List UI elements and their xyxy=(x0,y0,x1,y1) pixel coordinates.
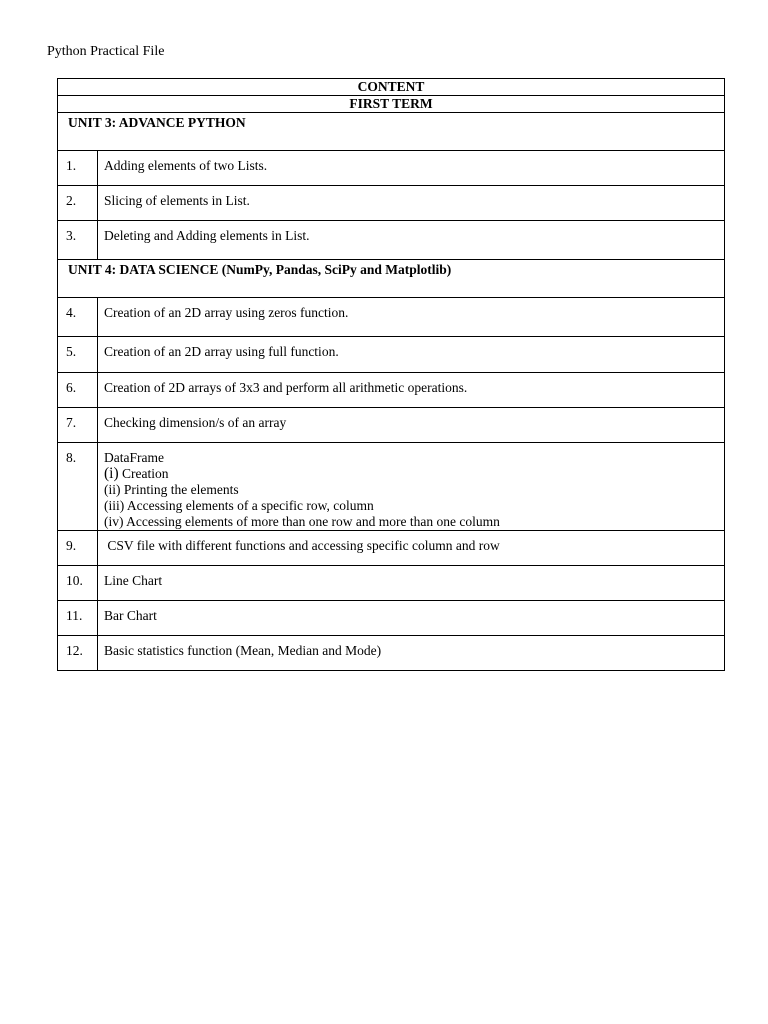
item-number: 3. xyxy=(58,221,98,260)
item-text: Basic statistics function (Mean, Median and Mode) xyxy=(98,636,725,671)
table-row xyxy=(58,408,725,443)
table-row xyxy=(58,337,725,373)
table-row xyxy=(58,636,725,671)
item-text: CSV file with different functions and accessing specific column and row xyxy=(98,531,725,566)
page-header-title: Python Practical File xyxy=(47,44,165,59)
item-text: Checking dimension/s of an array xyxy=(98,408,725,443)
table-row xyxy=(58,298,725,337)
unit4-heading: UNIT 4: DATA SCIENCE (NumPy, Pandas, SciPy and Matplotlib) xyxy=(58,260,725,298)
unit4-row xyxy=(58,260,725,298)
item-text: Deleting and Adding elements in List. xyxy=(98,221,725,260)
table-row xyxy=(58,566,725,601)
dataframe-subitem: (iii) Accessing elements of a specific row, column xyxy=(104,498,374,513)
item-number: 2. xyxy=(58,186,98,221)
item-number: 12. xyxy=(58,636,98,671)
content-table xyxy=(57,78,725,671)
table-row xyxy=(58,186,725,221)
item-number: 5. xyxy=(58,337,98,373)
item-text: Creation of an 2D array using full function. xyxy=(98,337,725,373)
table-title: CONTENT xyxy=(58,79,725,96)
item-text: Bar Chart xyxy=(98,601,725,636)
item-number: 10. xyxy=(58,566,98,601)
table-row xyxy=(58,221,725,260)
item-text: Creation of an 2D array using zeros function. xyxy=(98,298,725,337)
table-row xyxy=(58,601,725,636)
table-title-row xyxy=(58,79,725,96)
table-row xyxy=(58,531,725,566)
term-row xyxy=(58,96,725,113)
dataframe-subitem: (iv) Accessing elements of more than one row and more than one column xyxy=(104,514,500,529)
dataframe-subitem xyxy=(104,466,724,482)
unit3-row xyxy=(58,113,725,151)
subitem-text: Creation xyxy=(122,466,169,481)
item-number: 9. xyxy=(58,531,98,566)
item-number: 1. xyxy=(58,151,98,186)
subitem-marker: (i) xyxy=(104,465,119,482)
item-text: DataFrame xyxy=(104,450,164,465)
unit3-heading: UNIT 3: ADVANCE PYTHON xyxy=(58,113,725,151)
item-text: Adding elements of two Lists. xyxy=(98,151,725,186)
item-number: 7. xyxy=(58,408,98,443)
table-row xyxy=(58,151,725,186)
dataframe-subitem: (ii) Printing the elements xyxy=(104,482,239,497)
item-text: Creation of 2D arrays of 3x3 and perform all arithmetic operations. xyxy=(98,373,725,408)
item-text: Line Chart xyxy=(98,566,725,601)
table-row xyxy=(58,373,725,408)
item-number: 4. xyxy=(58,298,98,337)
table-row xyxy=(58,443,725,531)
item-number: 6. xyxy=(58,373,98,408)
dataframe-cell xyxy=(98,443,725,531)
item-number: 8. xyxy=(58,443,98,531)
item-number: 11. xyxy=(58,601,98,636)
item-text: Slicing of elements in List. xyxy=(98,186,725,221)
term-heading: FIRST TERM xyxy=(58,96,725,113)
